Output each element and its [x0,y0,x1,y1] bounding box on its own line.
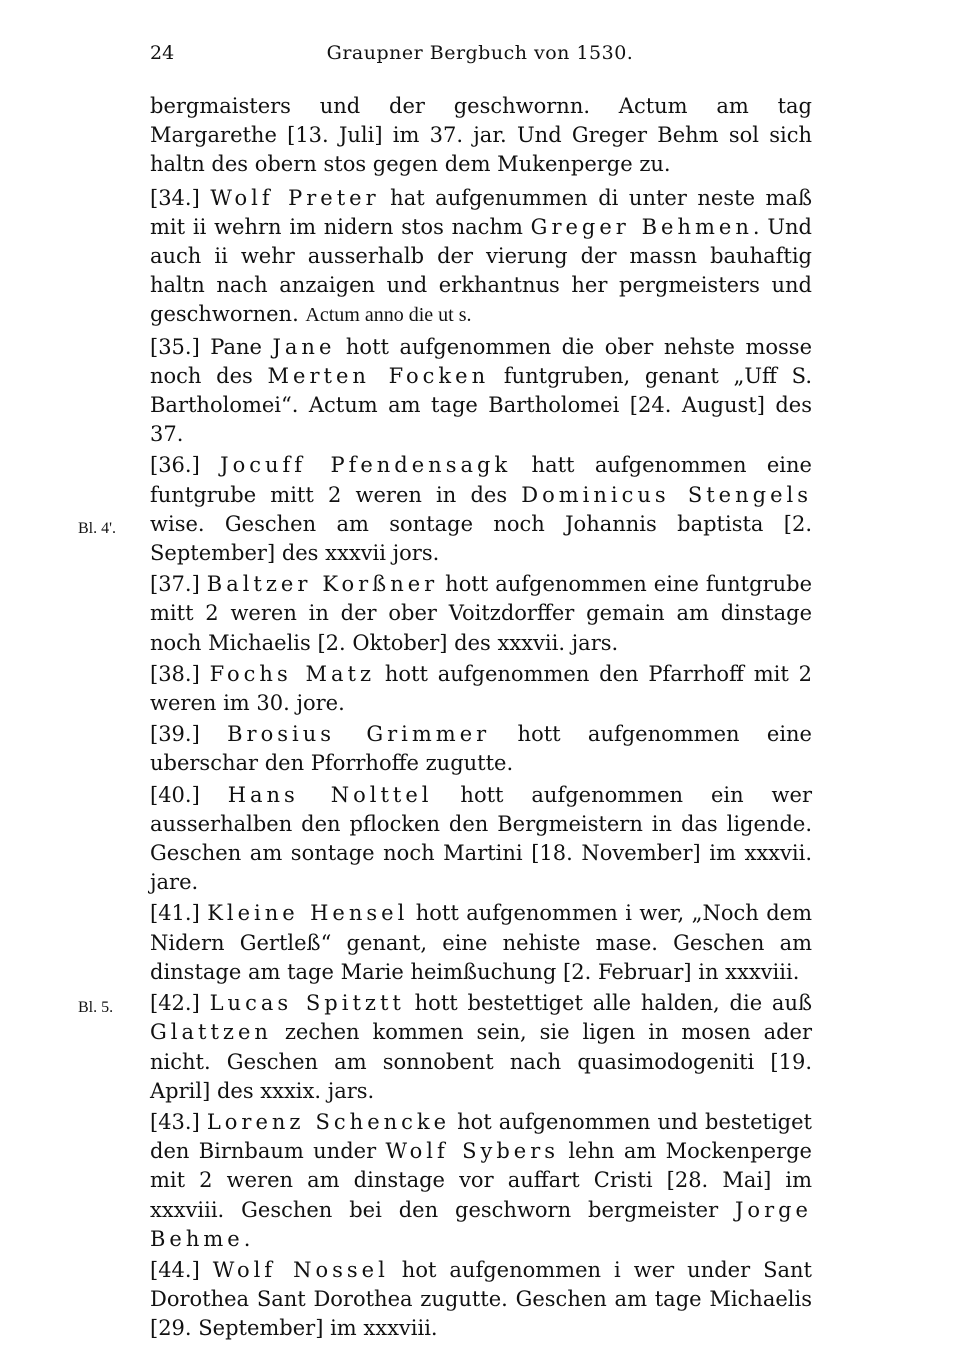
document-body [150,92,812,1346]
latin-note: Actum anno die ut s. [305,304,472,327]
person-name: Fochs Matz [209,661,376,686]
person-name: Wolf Nossel [212,1257,389,1282]
person-name: Greger Behmen [530,214,753,239]
person-name: Hans Nolttel [227,782,433,807]
person-name: Merten Focken [267,363,490,388]
running-title: Graupner Bergbuch von 1530. [326,42,634,64]
person-name: Lorenz Schencke [206,1109,451,1134]
person-name: Jorge Behme [150,1197,812,1251]
entry-41: [41.] Kleine Hensel hott aufgenommen i wer, „Noch dem Nidern Gertleß“ genant, eine nehiste mase. Geschen am dinstage am tage Marie heimßuchung [2. Februar] in xxxviii. [150,901,812,984]
person-name: Jane [272,334,336,359]
entry-36: [36.] Jocuff Pfendensagk hatt aufgenommen eine funtgrube mitt 2 weren in des Dominicus Stengels wise. Geschen am sontage noch Johannis baptista [2. September] des xxxvii jors. [150,453,813,566]
person-name: Wolf Preter [210,185,380,210]
person-name: Wolf Sybers [385,1139,560,1164]
page-header [150,42,810,72]
person-name: Dominicus Stengels [521,482,813,507]
entry-42: [42.] Lucas Spitztt hott bestettiget alle halden, die auß Glattzen zechen kommen sein, sie ligen in mosen ader nicht. Geschen am sonnobent nach quasimodogeniti [19. April] des xxxix. jars. [150,991,812,1103]
entry-37: [37.] Baltzer Korßner hott aufgenommen eine funtgrube mitt 2 weren in der ober Voitzdorffer gemain am dinstage noch Michaelis [2. Oktober] des xxxvii. jars. [150,572,812,655]
entry-44: [44.] Wolf Nossel hot aufgenommen i wer under Sant Dorothea Sant Dorothea zugutte. Geschen am tage Michaelis [29. September] im xxxviii. [150,1257,812,1341]
person-name: Lucas Spitztt [209,991,405,1016]
place-name: Glattzen [150,1020,272,1045]
page-number: 24 [150,42,175,64]
margin-note-folio-5: Bl. 5. [78,999,114,1016]
entry-40: [40.] Hans Nolttel hott aufgenommen ein wer ausserhalben den pflocken den Bergmeistern in das ligende. Geschen am sontage noch Martini [18. November] im xxxvii. jare. [150,782,812,895]
person-name: Jocuff Pfendensagk [220,453,512,478]
entry-43: [43.] Lorenz Schencke hot aufgenommen und bestetiget den Birnbaum under Wolf Sybers lehn am Mockenperge mit 2 weren am dinstage vor auffart Cristi [28. Mai] im xxxviii. Geschen bei den geschworn bergmeister Jorge Behme. [150,1109,812,1251]
entry-39: [39.] Brosius Grimmer hott aufgenommen eine uberschar den Pforrhoffe zugutte. [150,722,812,776]
entry-continuation: bergmaisters und der geschwornn. Actum am tag Margarethe [13. Juli] im 37. jar. Und Greger Behm sol sich haltn des obern stos gegen dem Mukenperge zu. [150,94,812,177]
person-name: Brosius Grimmer [227,722,491,747]
entry-35: [35.] Pane Jane hott aufgenommen die ober nehste mosse noch des Merten Focken funtgruben, genant „Uff S. Bartholomei“. Actum am tage Bartholomei [24. August] des 37. [150,334,812,447]
entry-38: [38.] Fochs Matz hott aufgenommen den Pfarrhoff mit 2 weren im 30. jore. [150,661,812,716]
person-name: Kleine Hensel [207,901,409,926]
margin-note-folio-4v: Bl. 4'. [78,520,116,537]
entry-34: [34.] Wolf Preter hat aufgenummen di unter neste maß mit ii wehrn im nidern stos nachm Greger Behmen. Und auch ii wehr ausserhalb der vierung der massn bauhaftig haltn nach anzaigen und erkhantnus her pergmeisters und geschwornen. Actum anno die ut s. [150,185,812,327]
person-name: Baltzer Korßner [206,572,439,597]
